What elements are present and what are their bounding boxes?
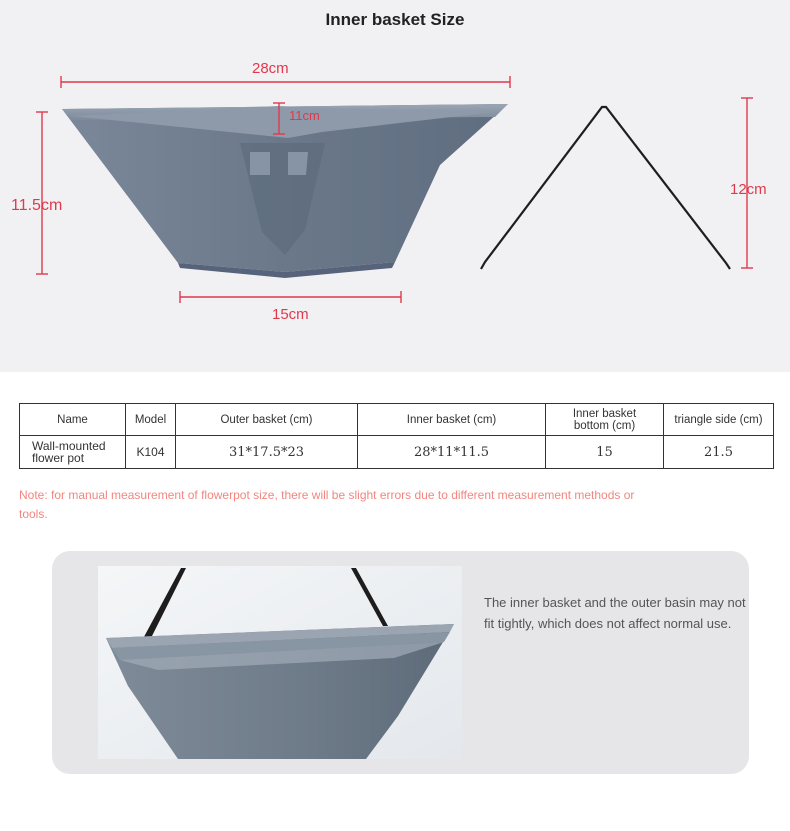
page-title: Inner basket Size bbox=[325, 10, 465, 29]
width-dimension-line bbox=[61, 76, 510, 88]
column-header: Model bbox=[126, 404, 176, 436]
column-header: Inner basket (cm) bbox=[358, 404, 546, 436]
basket-photo-illustration bbox=[98, 566, 462, 759]
spec-table bbox=[19, 403, 774, 469]
table-cell-triangle-side: 21.5 bbox=[664, 436, 774, 469]
hanger-height-label: 12cm bbox=[730, 181, 767, 198]
basket-dimension-panel bbox=[0, 0, 790, 372]
height-label: 11.5cm bbox=[11, 197, 63, 214]
table-cell-name: Wall-mounted flower pot bbox=[20, 436, 126, 469]
table-cell-outer: 31*17.5*23 bbox=[176, 436, 358, 469]
hanger-wire-image bbox=[481, 107, 730, 269]
basket-photo bbox=[98, 566, 462, 759]
column-header: Name bbox=[20, 404, 126, 436]
column-header: Outer basket (cm) bbox=[176, 404, 358, 436]
table-cell-bottom: 15 bbox=[546, 436, 664, 469]
inner-basket-image bbox=[62, 104, 508, 278]
height-dimension-line bbox=[36, 112, 48, 274]
column-header: Inner basket bottom (cm) bbox=[546, 404, 664, 436]
inner-depth-label: 11cm bbox=[289, 108, 320, 123]
bottom-width-label: 15cm bbox=[272, 306, 309, 323]
column-header: triangle side (cm) bbox=[664, 404, 774, 436]
table-cell-inner: 28*11*11.5 bbox=[358, 436, 546, 469]
bottom-dimension-line bbox=[180, 291, 401, 303]
fit-description: The inner basket and the outer basin may not fit tightly, which does not affect normal use. bbox=[484, 595, 746, 631]
width-label: 28cm bbox=[252, 60, 289, 77]
table-row bbox=[20, 436, 774, 469]
measurement-note: Note: for manual measurement of flowerpot size, there will be slight errors due to different measurement methods or tools. bbox=[19, 488, 635, 521]
basket-dimension-illustration bbox=[0, 0, 790, 372]
table-header-row bbox=[20, 404, 774, 436]
table-cell-model: K104 bbox=[126, 436, 176, 469]
